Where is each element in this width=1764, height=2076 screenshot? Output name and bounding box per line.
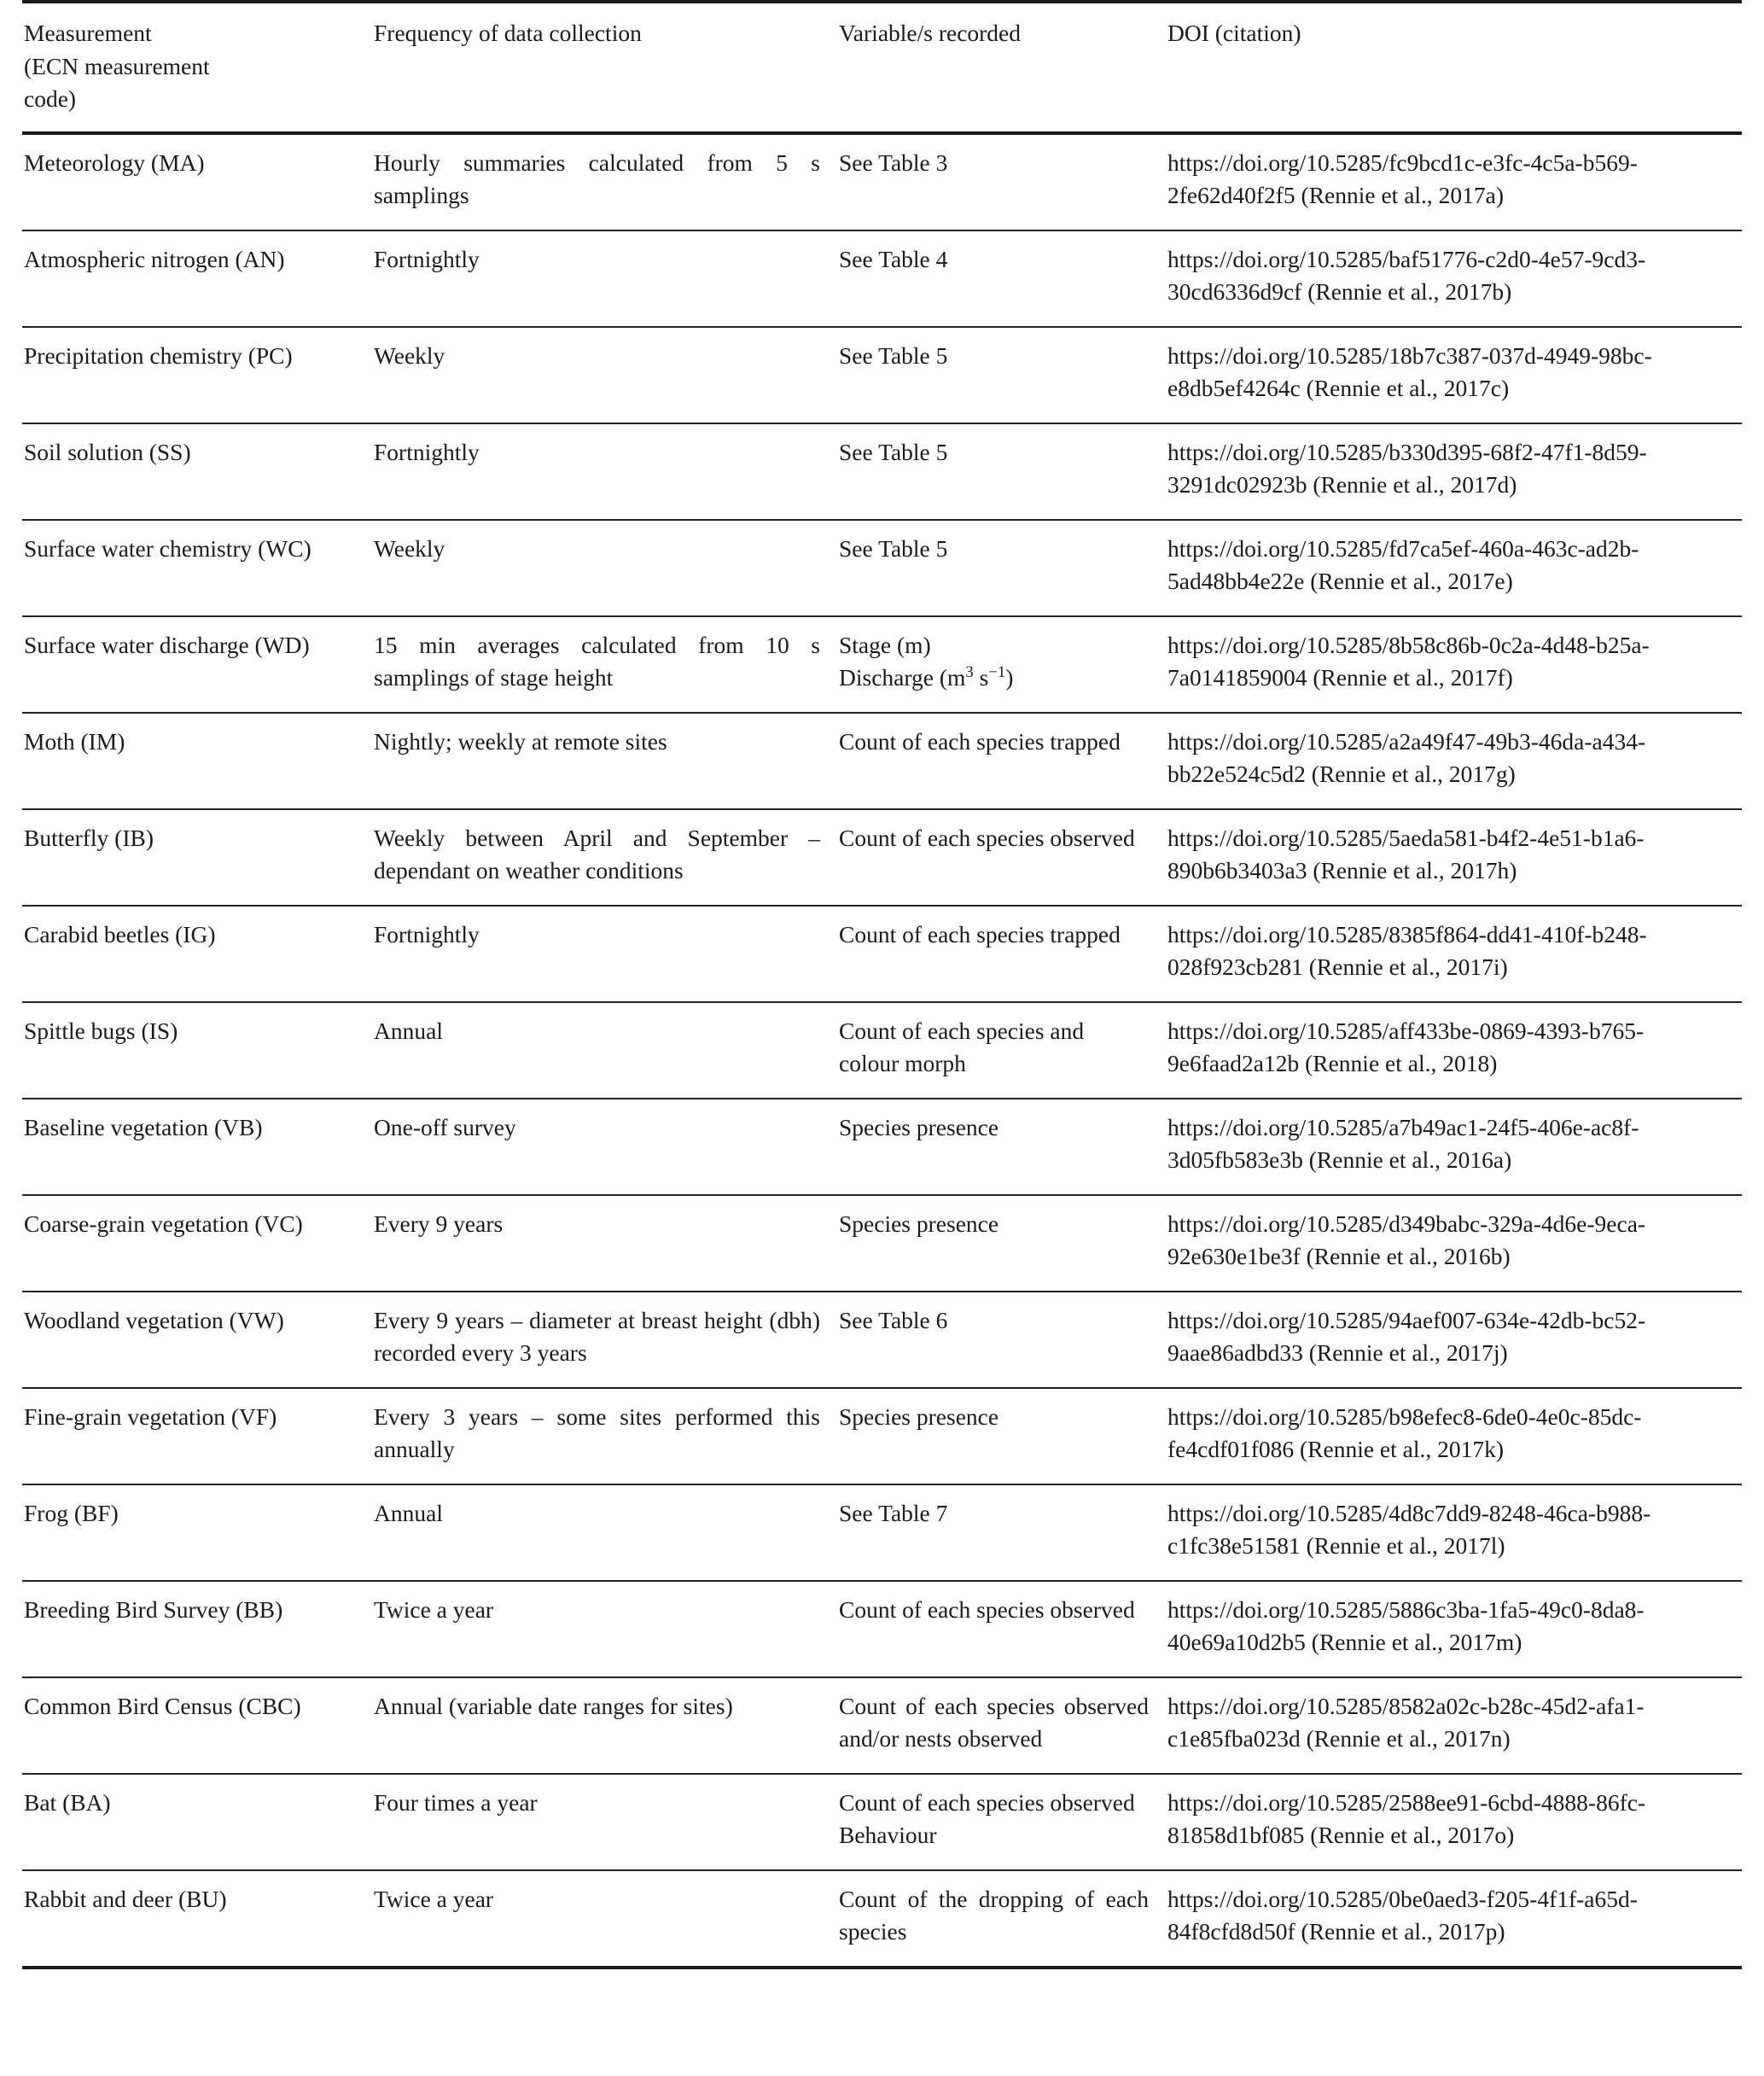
cell-variables: See Table 6 xyxy=(839,1292,1167,1388)
cell-doi: https://doi.org/10.5285/fd7ca5ef-460a-463c-ad2b-5ad48bb4e22e (Rennie et al., 2017e) xyxy=(1167,520,1742,616)
cell-measurement: Butterfly (IB) xyxy=(22,809,374,906)
cell-variables: Species presence xyxy=(839,1099,1167,1195)
cell-frequency: Annual (variable date ranges for sites) xyxy=(374,1677,839,1774)
table-row xyxy=(22,713,1742,809)
cell-measurement: Frog (BF) xyxy=(22,1484,374,1581)
table-row xyxy=(22,1677,1742,1774)
cell-doi: https://doi.org/10.5285/b98efec8-6de0-4e0c-85dc-fe4cdf01f086 (Rennie et al., 2017k) xyxy=(1167,1388,1742,1484)
cell-frequency: Hourly summaries calculated from 5 s samplings xyxy=(374,133,839,230)
cell-doi: https://doi.org/10.5285/b330d395-68f2-47f1-8d59-3291dc02923b (Rennie et al., 2017d) xyxy=(1167,423,1742,520)
column-header-doi: DOI (citation) xyxy=(1167,3,1742,133)
cell-variables: Count of each species trapped xyxy=(839,906,1167,1002)
cell-frequency: Weekly xyxy=(374,327,839,423)
cell-measurement: Precipitation chemistry (PC) xyxy=(22,327,374,423)
cell-measurement: Breeding Bird Survey (BB) xyxy=(22,1581,374,1677)
cell-measurement: Baseline vegetation (VB) xyxy=(22,1099,374,1195)
cell-frequency: Twice a year xyxy=(374,1581,839,1677)
cell-measurement: Bat (BA) xyxy=(22,1774,374,1870)
cell-variables: Count of each species observed Behaviour xyxy=(839,1774,1167,1870)
table-row xyxy=(22,1292,1742,1388)
table-row xyxy=(22,1195,1742,1292)
cell-measurement: Spittle bugs (IS) xyxy=(22,1002,374,1099)
cell-variables: Count of the dropping of each species xyxy=(839,1885,1149,1945)
cell-variables: Count of each species observed xyxy=(839,809,1167,906)
table-bottom-rule xyxy=(22,1966,1742,1969)
cell-measurement: Coarse-grain vegetation (VC) xyxy=(22,1195,374,1292)
cell-frequency: Fortnightly xyxy=(374,423,839,520)
cell-measurement: Common Bird Census (CBC) xyxy=(22,1677,374,1774)
cell-doi: https://doi.org/10.5285/baf51776-c2d0-4e57-9cd3-30cd6336d9cf (Rennie et al., 2017b) xyxy=(1167,230,1742,327)
column-header-frequency: Frequency of data collection xyxy=(374,3,839,133)
table-row xyxy=(22,1870,1742,1966)
table-row xyxy=(22,1388,1742,1484)
cell-measurement: Surface water discharge (WD) xyxy=(22,616,374,713)
cell-frequency: Annual xyxy=(374,1002,839,1099)
cell-measurement: Woodland vegetation (VW) xyxy=(22,1292,374,1388)
cell-variables: Stage (m) Discharge ($m^3$ $s^{-1}$) xyxy=(839,616,1167,713)
table-header-row xyxy=(22,3,1742,133)
cell-variables: Count of each species and colour morph xyxy=(839,1002,1167,1099)
table-row xyxy=(22,1484,1742,1581)
cell-doi: https://doi.org/10.5285/8385f864-dd41-410f-b248-028f923cb281 (Rennie et al., 2017i) xyxy=(1167,906,1742,1002)
table-header xyxy=(22,3,1742,133)
cell-measurement: Atmospheric nitrogen (AN) xyxy=(22,230,374,327)
cell-variables: Species presence xyxy=(839,1388,1167,1484)
cell-frequency: Twice a year xyxy=(374,1885,494,1912)
cell-doi: https://doi.org/10.5285/4d8c7dd9-8248-46ca-b988-c1fc38e51581 (Rennie et al., 2017l) xyxy=(1167,1484,1742,1581)
cell-measurement: Moth (IM) xyxy=(22,713,374,809)
cell-frequency: Fortnightly xyxy=(374,230,839,327)
cell-variables: See Table 4 xyxy=(839,230,1167,327)
cell-doi: https://doi.org/10.5285/aff433be-0869-4393-b765-9e6faad2a12b (Rennie et al., 2018) xyxy=(1167,1002,1742,1099)
table-row xyxy=(22,809,1742,906)
cell-variables: See Table 5 xyxy=(839,423,1167,520)
ecn-measurements-table xyxy=(22,3,1742,1966)
cell-frequency: Every 9 years xyxy=(374,1195,839,1292)
cell-variables: See Table 5 xyxy=(839,327,1167,423)
cell-doi: https://doi.org/10.5285/0be0aed3-f205-4f1f-a65d-84f8cfd8d50f (Rennie et al., 2017p) xyxy=(1167,1885,1638,1945)
cell-measurement: Meteorology (MA) xyxy=(22,133,374,230)
table-row xyxy=(22,1774,1742,1870)
cell-frequency: Annual xyxy=(374,1484,839,1581)
table-row xyxy=(22,1099,1742,1195)
cell-frequency: Nightly; weekly at remote sites xyxy=(374,713,839,809)
cell-frequency: Every 3 years – some sites performed this annually xyxy=(374,1388,839,1484)
cell-doi: https://doi.org/10.5285/8b58c86b-0c2a-4d48-b25a-7a0141859004 (Rennie et al., 2017f) xyxy=(1167,616,1742,713)
cell-doi: https://doi.org/10.5285/2588ee91-6cbd-4888-86fc-81858d1bf085 (Rennie et al., 2017o) xyxy=(1167,1774,1742,1870)
cell-measurement: Surface water chemistry (WC) xyxy=(22,520,374,616)
cell-variables: Count of each species trapped xyxy=(839,713,1167,809)
cell-variables: See Table 3 xyxy=(839,133,1167,230)
cell-doi: https://doi.org/10.5285/8582a02c-b28c-45d2-afa1-c1e85fba023d (Rennie et al., 2017n) xyxy=(1167,1677,1742,1774)
column-header-variables: Variable/s recorded xyxy=(839,3,1167,133)
cell-frequency: Weekly between April and September – dependant on weather conditions xyxy=(374,809,839,906)
cell-measurement: Carabid beetles (IG) xyxy=(22,906,374,1002)
cell-doi: https://doi.org/10.5285/d349babc-329a-4d6e-9eca-92e630e1be3f (Rennie et al., 2016b) xyxy=(1167,1195,1742,1292)
column-header-measurement xyxy=(22,3,374,133)
cell-frequency: One-off survey xyxy=(374,1099,839,1195)
cell-variables: See Table 5 xyxy=(839,520,1167,616)
table-row xyxy=(22,520,1742,616)
cell-variables: Count of each species observed and/or nests observed xyxy=(839,1677,1167,1774)
table-body xyxy=(22,133,1742,1966)
cell-doi: https://doi.org/10.5285/5886c3ba-1fa5-49c0-8da8-40e69a10d2b5 (Rennie et al., 2017m) xyxy=(1167,1581,1742,1677)
table-row xyxy=(22,1581,1742,1677)
cell-variables: Species presence xyxy=(839,1195,1167,1292)
cell-variables: See Table 7 xyxy=(839,1484,1167,1581)
table-row xyxy=(22,423,1742,520)
cell-frequency: 15 min averages calculated from 10 s samplings of stage height xyxy=(374,616,839,713)
cell-measurement: Soil solution (SS) xyxy=(22,423,374,520)
column-header-measurement-line-1: Measurement xyxy=(24,20,152,46)
cell-doi: https://doi.org/10.5285/18b7c387-037d-4949-98bc-e8db5ef4264c (Rennie et al., 2017c) xyxy=(1167,327,1742,423)
cell-measurement: Fine-grain vegetation (VF) xyxy=(22,1388,374,1484)
table-row xyxy=(22,616,1742,713)
column-header-measurement-line-2: (ECN measurement xyxy=(24,52,210,79)
cell-doi: https://doi.org/10.5285/a2a49f47-49b3-46da-a434-bb22e524c5d2 (Rennie et al., 2017g) xyxy=(1167,713,1742,809)
cell-doi: https://doi.org/10.5285/a7b49ac1-24f5-406e-ac8f-3d05fb583e3b (Rennie et al., 2016a) xyxy=(1167,1099,1742,1195)
cell-doi: https://doi.org/10.5285/94aef007-634e-42db-bc52-9aae86adbd33 (Rennie et al., 2017j) xyxy=(1167,1292,1742,1388)
table-row xyxy=(22,906,1742,1002)
cell-doi: https://doi.org/10.5285/fc9bcd1c-e3fc-4c5a-b569-2fe62d40f2f5 (Rennie et al., 2017a) xyxy=(1167,133,1742,230)
table-row xyxy=(22,230,1742,327)
cell-frequency: Weekly xyxy=(374,520,839,616)
table-row xyxy=(22,133,1742,230)
table-row xyxy=(22,327,1742,423)
cell-frequency: Every 9 years – diameter at breast height (dbh) recorded every 3 years xyxy=(374,1292,839,1388)
cell-doi: https://doi.org/10.5285/5aeda581-b4f2-4e51-b1a6-890b6b3403a3 (Rennie et al., 2017h) xyxy=(1167,809,1742,906)
cell-frequency: Fortnightly xyxy=(374,906,839,1002)
table-row xyxy=(22,1002,1742,1099)
cell-measurement: Rabbit and deer (BU) xyxy=(24,1885,227,1912)
column-header-measurement-line-3: code) xyxy=(24,85,77,112)
cell-variables: Count of each species observed xyxy=(839,1581,1167,1677)
cell-frequency: Four times a year xyxy=(374,1774,839,1870)
